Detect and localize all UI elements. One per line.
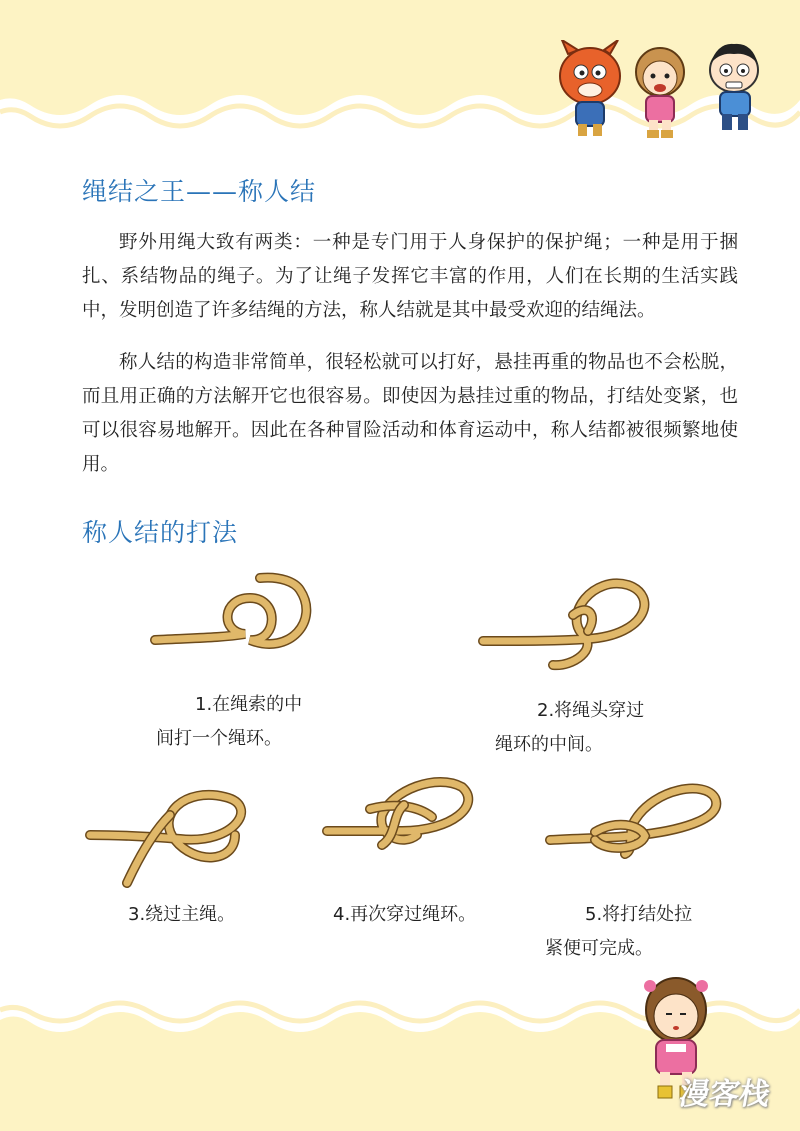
boy-character (710, 44, 758, 130)
cartoon-characters-illustration (548, 40, 788, 140)
step-5-caption-line-2: 紧便可完成。 (545, 938, 653, 959)
step-2-caption-line-2: 绳环的中间。 (495, 734, 603, 755)
orange-character (560, 40, 620, 136)
step-4-caption: 4.再次穿过绳环。 (333, 904, 477, 925)
step-5-caption-line-1: 5.将打结处拉 (585, 904, 693, 925)
step-1-caption-line-1: 1.在绳索的中 (195, 694, 303, 715)
knot-step-4-illustration (322, 775, 482, 860)
section-title-how-to-tie: 称人结的打法 (82, 518, 239, 547)
girl-character (636, 48, 684, 138)
section-title-bowline: 绳结之王——称人结 (82, 177, 317, 206)
intro-paragraph-2: 称人结的构造非常简单，很轻松就可以打好，悬挂再重的物品也不会松脱，而且用正确的方法解开它也很容易。即使因为悬挂过重的物品，打结处变紧，也可以很容易地解开。因此在各种冒险活动和体育运动中，称人结都被很频繁地使用。 (82, 352, 738, 475)
intro-paragraph-1: 野外用绳大致有两类：一种是专门用于人身保护的保护绳；一种是用于捆扎、系结物品的绳子。为了让绳子发挥它丰富的作用，人们在长期的生活实践中，发明创造了许多结绳的方法，称人结就是其中最受欢迎的结绳法。 (82, 232, 738, 321)
knot-step-2-illustration (478, 575, 660, 675)
step-1-caption-line-2: 间打一个绳环。 (156, 728, 282, 749)
knot-step-3-illustration (85, 785, 255, 890)
step-2-caption-line-1: 2.将绳头穿过 (537, 700, 645, 721)
step-3-caption: 3.绕过主绳。 (128, 904, 236, 925)
knot-step-1-illustration (150, 570, 320, 670)
watermark-logo: 漫客栈 (676, 1077, 773, 1112)
knot-step-5-illustration (545, 780, 725, 860)
